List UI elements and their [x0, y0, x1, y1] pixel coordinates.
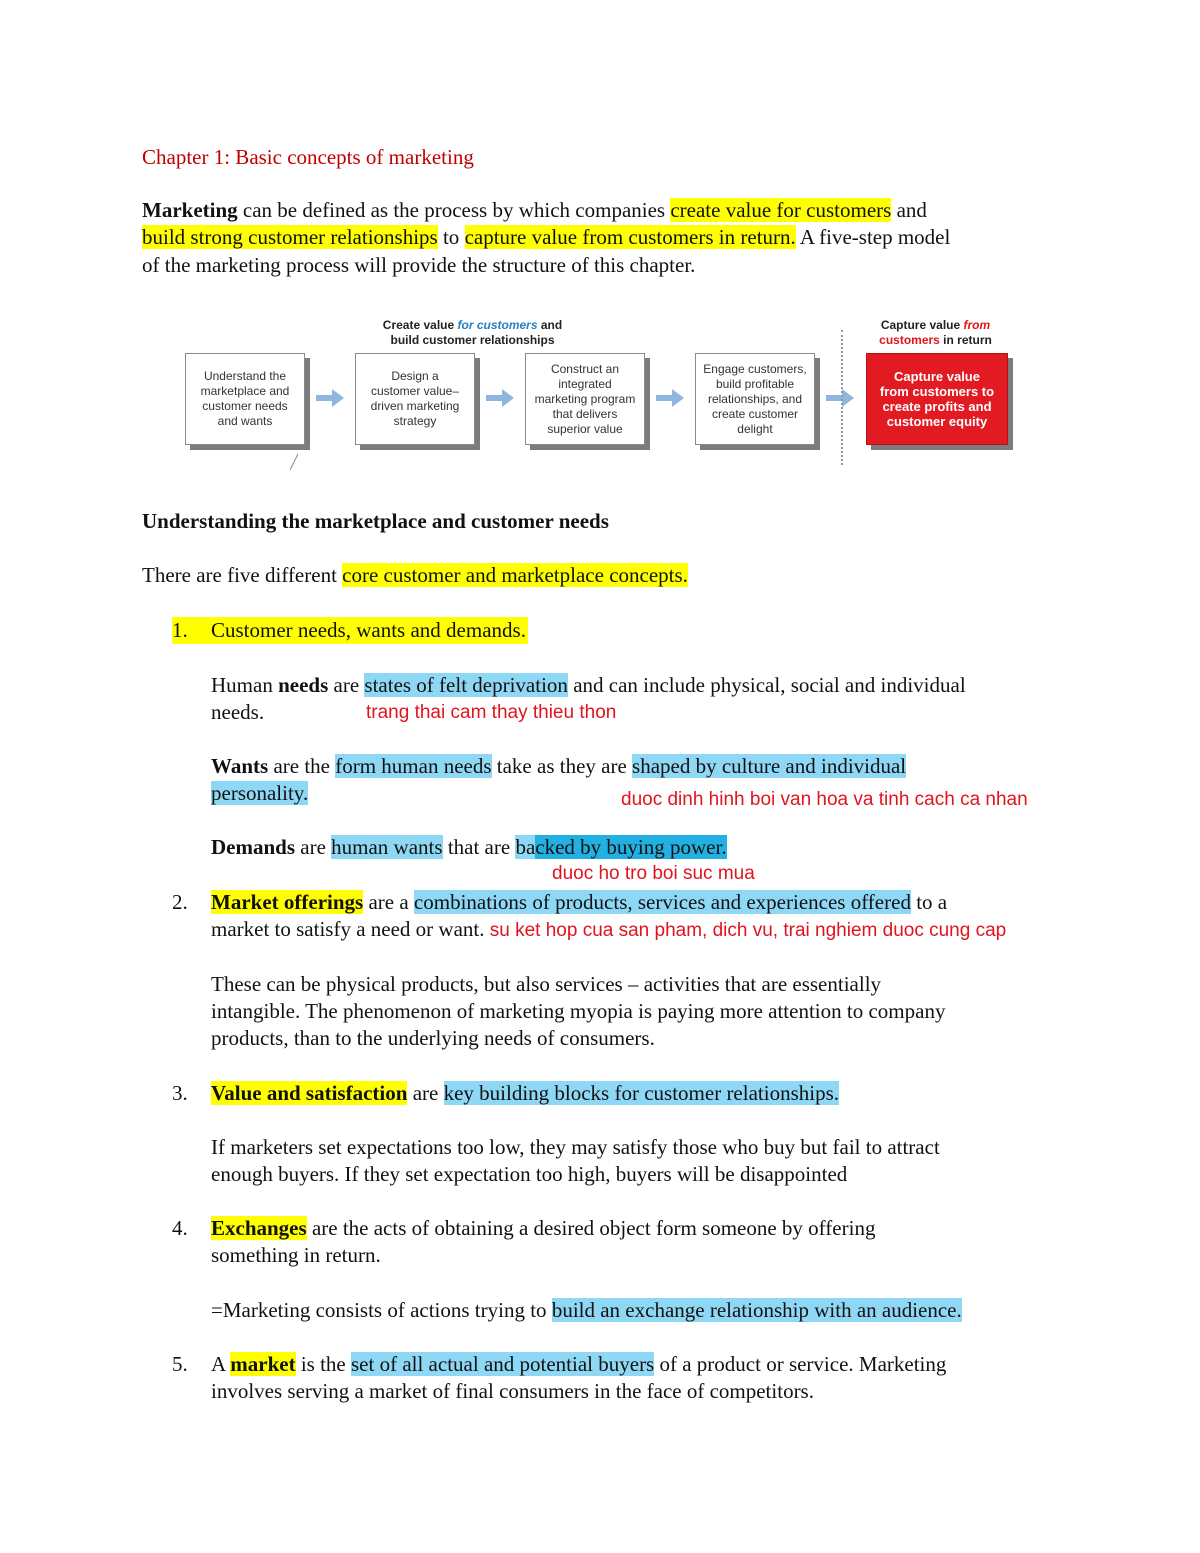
item-1-title: Customer needs, wants and demands. [211, 618, 526, 642]
item-4-eq-text: =Marketing consists of actions trying to [211, 1298, 552, 1322]
diagram-header-create-value [350, 318, 595, 348]
highlight-buying-power: ba [515, 835, 536, 859]
step-5-label: Capture value from customers to create profits and customer equity [879, 369, 995, 429]
item-5-text: of a product or service. Marketing [654, 1352, 947, 1376]
item-2-text: market to satisfy a need or want. [211, 917, 490, 941]
item-5-text: A [211, 1352, 231, 1376]
highlight-building-blocks: key building blocks for customer relationships. [443, 1081, 840, 1105]
needs-text: are [328, 673, 365, 697]
step-1-label: Understand the marketplace and customer needs and wants [200, 369, 290, 428]
diagram-divider [841, 330, 843, 465]
demands-line [211, 834, 727, 861]
step-4-box [695, 353, 815, 445]
highlight-exchange-relationship: build an exchange relationship with an audience. [551, 1298, 962, 1322]
arrow-right-icon [656, 389, 684, 407]
item-2-note: su ket hop cua san pham, dich vu, trai nghiem duoc cung cap [489, 920, 1007, 941]
item-4-title: Exchanges [211, 1216, 307, 1240]
wants-term: Wants [211, 754, 269, 778]
arrow-right-icon [486, 389, 514, 407]
step-1-box [185, 353, 305, 445]
needs-line-2: needs. [211, 700, 265, 724]
highlight-combinations: combinations of products, services and experiences offered [413, 890, 911, 914]
item-2-para-line: These can be physical products, but also services – activities that are essentially [211, 972, 882, 996]
concepts-intro [142, 562, 688, 589]
item-3-number: 3. [172, 1081, 188, 1105]
intro-text: A five-step model [795, 225, 951, 249]
item-2-para-line: intangible. The phenomenon of marketing myopia is paying more attention to company [211, 999, 946, 1023]
item-3-line [172, 1080, 839, 1107]
diagram-header-text: and [537, 318, 563, 332]
item-3-para-line: enough buyers. If they set expectation too high, buyers will be disappointed [211, 1162, 848, 1186]
item-2-text: are a [363, 890, 414, 914]
intro-line-3: of the marketing process will provide the structure of this chapter. [142, 253, 696, 277]
demands-text: that are [442, 835, 516, 859]
intro-text: to [437, 225, 465, 249]
item-3-title: Value and satisfaction [211, 1081, 408, 1105]
step-3-box [525, 353, 645, 445]
diagram-header-capture-value [858, 318, 1013, 348]
needs-text: and can include physical, social and individual [567, 673, 966, 697]
item-5-text: is the [295, 1352, 351, 1376]
diagram-header-text: build customer relationships [390, 333, 555, 347]
item-2-text: to a [910, 890, 948, 914]
step-5-box [866, 353, 1008, 445]
highlight-shaped-by-culture: shaped by culture and individual [632, 754, 907, 778]
step-2-label: Design a customer value– driven marketing strategy [370, 369, 460, 428]
diagram-header-text: from [963, 318, 991, 332]
diagram-header-text: in return [939, 333, 992, 347]
pen-mark-icon [288, 452, 300, 472]
diagram-header-text: Create value [382, 318, 458, 332]
section-heading: Understanding the marketplace and customer needs [142, 509, 609, 533]
wants-text: are the [268, 754, 336, 778]
item-2-para-line: products, than to the underlying needs of consumers. [211, 1026, 655, 1050]
item-2-number: 2. [172, 890, 188, 914]
item-4-text: are the acts of obtaining a desired object form someone by offering [306, 1216, 876, 1240]
needs-note: trang thai cam thay thieu thon [366, 702, 617, 723]
chapter-title: Chapter 1: Basic concepts of marketing [142, 145, 474, 169]
intro-line-2 [142, 224, 950, 251]
item-4-line-2: something in return. [211, 1243, 381, 1267]
item-1-heading [172, 617, 528, 644]
needs-text: Human [211, 673, 279, 697]
highlight-form-human-needs: form human needs [335, 754, 492, 778]
arrow-right-icon [316, 389, 344, 407]
highlight-actual-potential-buyers: set of all actual and potential buyers [351, 1352, 655, 1376]
diagram-header-text: customers [879, 333, 940, 347]
demands-note: duoc ho tro boi suc mua [552, 863, 755, 884]
marketing-term: Marketing [142, 198, 238, 222]
arrow-right-icon [826, 389, 854, 407]
highlight-buying-power-selected: cked by buying power. [535, 835, 727, 859]
item-5-title: market [230, 1352, 296, 1376]
intro-text: and [891, 198, 927, 222]
marketing-process-diagram [180, 312, 1020, 477]
item-2-line-2 [211, 916, 1006, 944]
item-5-line-1 [172, 1351, 946, 1378]
wants-note: duoc dinh hinh boi van hoa va tinh cach ca nhan [621, 789, 1028, 810]
diagram-header-text: Capture value [880, 318, 964, 332]
item-2-line-1 [172, 889, 947, 916]
diagram-header-text: for customers [457, 318, 538, 332]
step-4-label: Engage customers, build profitable relationships, and create customer delight [703, 361, 807, 436]
item-2-title: Market offerings [211, 890, 364, 914]
needs-line-1 [211, 672, 966, 699]
highlight-human-wants: human wants [331, 835, 443, 859]
highlight-personality: personality. [211, 781, 309, 805]
needs-term: needs [278, 673, 329, 697]
highlight-core-concepts: core customer and marketplace concepts. [342, 563, 688, 587]
item-5-number: 5. [172, 1352, 188, 1376]
wants-text: take as they are [491, 754, 633, 778]
demands-text: are [295, 835, 332, 859]
item-3-text: are [407, 1081, 444, 1105]
highlight-capture-value: capture value from customers in return. [464, 225, 796, 249]
concepts-text: There are five different [142, 563, 343, 587]
item-4-equation [211, 1297, 962, 1324]
item-4-line-1 [172, 1215, 875, 1242]
item-4-number: 4. [172, 1216, 188, 1240]
demands-term: Demands [211, 835, 296, 859]
highlight-create-value: create value for customers [670, 198, 892, 222]
wants-line-2 [211, 780, 308, 807]
intro-text: can be defined as the process by which companies [237, 198, 671, 222]
item-3-para-line: If marketers set expectations too low, they may satisfy those who buy but fail to attract [211, 1135, 940, 1159]
intro-line-1 [142, 197, 927, 224]
highlight-felt-deprivation: states of felt deprivation [364, 673, 568, 697]
highlight-build-relationships: build strong customer relationships [142, 225, 438, 249]
wants-line-1 [211, 753, 906, 780]
item-1-number: 1. [172, 618, 188, 642]
step-2-box [355, 353, 475, 445]
step-3-label: Construct an integrated marketing program that delivers superior value [534, 361, 636, 436]
item-5-line-2: involves serving a market of final consumers in the face of competitors. [211, 1379, 814, 1403]
